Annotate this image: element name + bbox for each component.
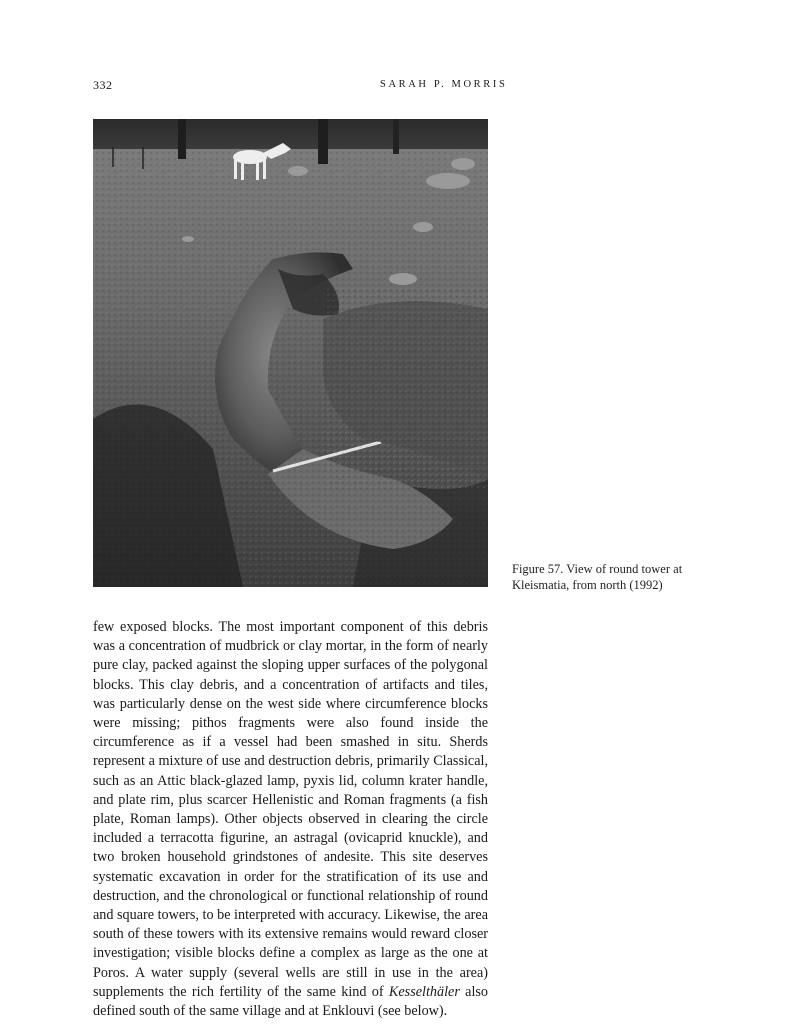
body-paragraph: [93, 618, 488, 1021]
paragraph-text-part1: few exposed blocks. The most important component of this debris was a concentration of mudbrick or clay mortar, in the form of nearly pure clay, packed against the sloping upper surfaces of the polygonal blocks. This clay debris, and a concentration of artifacts and tiles, was particularly dense on the west side where circumference blocks were missing; pithos fragments were also found inside the circumference as if a vessel had been smashed in situ. Sherds represent a mixture of use and destruction debris, primarily Classical, such as an Attic black-glazed lamp, pyxis lid, column krater handle, and plate rim, plus scarcer Hellenistic and Roman fragments (a fish plate, Roman lamps). Other objects observed in clearing the circle included a terracotta figurine, an astragal (ovicaprid knuckle), and two broken household grindstones of andesite. This site deserves systematic excavation in order for the stratification of its use and destruction, and the chronological or functional relationship of round and square towers, to be interpreted with accuracy. Likewise, the area south of these towers with its extensive remains would reward closer investigation; visible blocks define a complex as large as the one at Poros. A water supply (several wells are still in use in the area) supplements the rich fertility of the same kind of: [93, 619, 488, 1000]
running-head: SARAH P. MORRIS: [380, 79, 508, 90]
paragraph-text-part2: also defined south of the same village and at Enklouvi (see below).: [93, 983, 488, 1020]
figure-caption: Figure 57. View of round tower at Kleismatia, from north (1992): [512, 562, 683, 592]
italic-term: Kesselthäler: [388, 983, 460, 1000]
figure-photograph: [93, 119, 488, 587]
page-number: 332: [93, 78, 113, 92]
photograph-icon: [93, 119, 488, 587]
